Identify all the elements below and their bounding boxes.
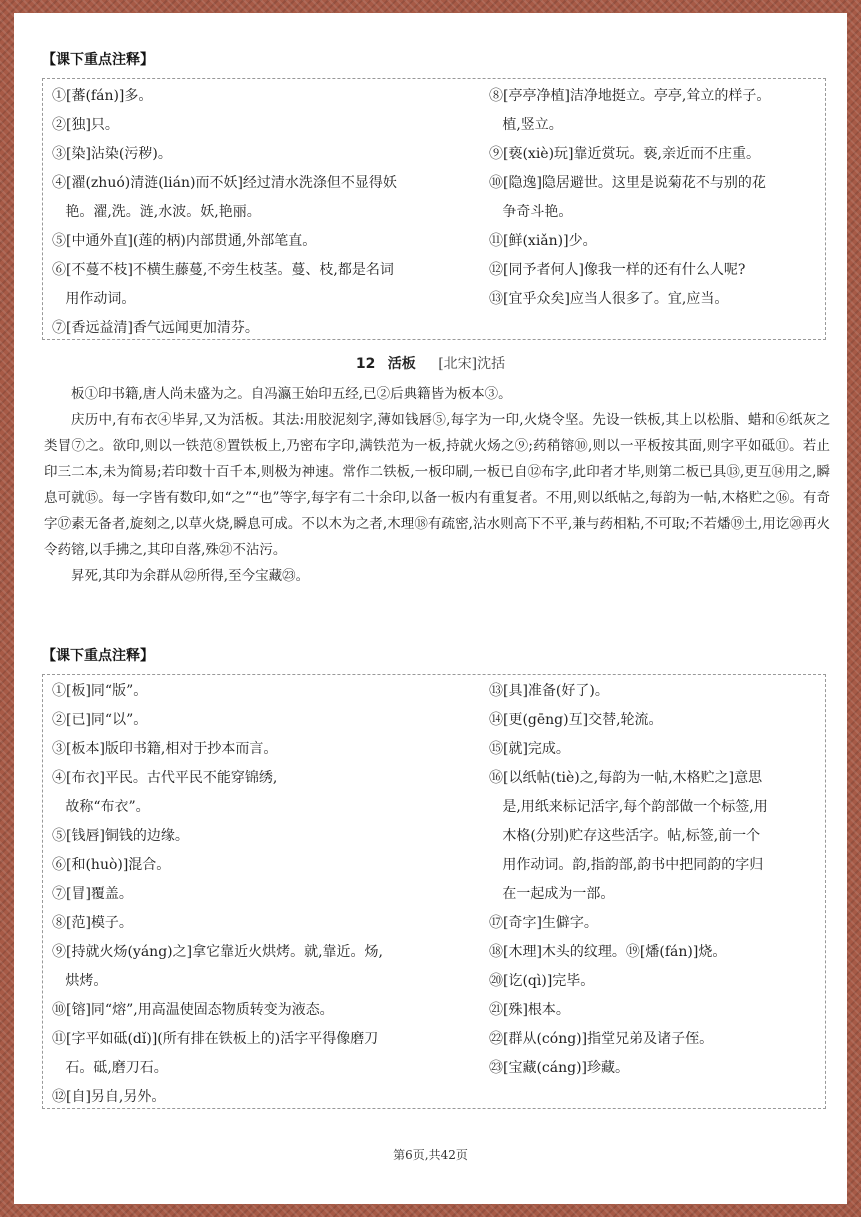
- note-item: ⑫[自]另自,另外。: [52, 1089, 166, 1105]
- note-item: ④[布衣]平民。古代平民不能穿锦绣,: [52, 770, 278, 786]
- article-author: [北宋]沈括: [438, 356, 506, 372]
- note-item: ⑱[木理]木头的纹理。⑲[燔(fán)]烧。: [489, 944, 727, 960]
- note-item: ⑧[范]模子。: [52, 915, 133, 931]
- note-item: ②[独]只。: [52, 117, 119, 133]
- note-item: 用作动词。: [52, 291, 136, 307]
- note-item: ⑩[镕]同“熔”,用高温使固态物质转变为液态。: [52, 1002, 334, 1018]
- note-item: 用作动词。韵,指韵部,韵书中把同韵的字归: [489, 857, 764, 873]
- note-item: ①[板]同“版”。: [52, 683, 148, 699]
- note-item: ⑧[亭亭净植]洁净地挺立。亭亭,耸立的样子。: [489, 88, 771, 104]
- note-item: 故称“布衣”。: [52, 799, 150, 815]
- page-footer: 第6页,共42页: [393, 1148, 468, 1162]
- note-item: ⑥[和(huò)]混合。: [52, 857, 171, 873]
- note-item: ⑯[以纸帖(tiè)之,每韵为一帖,木格贮之]意思: [489, 770, 763, 786]
- note-item: ②[已]同“以”。: [52, 712, 148, 728]
- article-body: [44, 381, 830, 589]
- note-item: 艳。濯,洗。涟,水波。妖,艳丽。: [52, 204, 261, 220]
- note-item: ④[濯(zhuó)清涟(lián)而不妖]经过清水洗涤但不显得妖: [52, 175, 397, 191]
- note-item: ⑦[冒]覆盖。: [52, 886, 133, 902]
- note-item: ⑳[讫(qì)]完毕。: [489, 973, 595, 989]
- notes-box-2: [42, 674, 826, 1109]
- note-item: ⑤[中通外直](莲的柄)内部贯通,外部笔直。: [52, 233, 317, 249]
- note-item: ⑭[更(gēng)互]交替,轮流。: [489, 712, 663, 728]
- article-paragraph: 板①印书籍,唐人尚未盛为之。自冯瀛王始印五经,已②后典籍皆为板本③。: [71, 386, 512, 402]
- note-item: ⑨[亵(xiè)玩]靠近赏玩。亵,亲近而不庄重。: [489, 146, 760, 162]
- note-item: ⑨[持就火炀(yáng)之]拿它靠近火烘烤。就,靠近。炀,: [52, 944, 383, 960]
- article-number: 12: [355, 356, 376, 372]
- note-item: ⑩[隐逸]隐居避世。这里是说菊花不与别的花: [489, 175, 766, 191]
- article-paragraph: 庆历中,有布衣④毕昇,又为活板。其法:用胶泥刻字,薄如钱唇⑤,每字为一印,火烧令坚。先设一铁板,其上以松脂、蜡和⑥纸灰之类冒⑦之。欲印,则以一铁范⑧置铁板上,乃密布字印,满铁范为一板,持就火炀之⑨;药稍镕⑩,则以一平板按其面,则字平如砥⑪。若止印三二本,未为简易;若印数十百千本,则极为神速。常作二铁板,一板印刷,一板已自⑫布字,此印者才毕,则第二板已具⑬,更互⑭用之,瞬息可就⑮。每一字皆有数印,如“之”“也”等字,每字有二十余印,以备一板内有重复者。不用,则以纸帖之,每韵为一帖,木格贮之⑯。有奇字⑰素无备者,旋刻之,以草火烧,瞬息可成。不以木为之者,木理⑱有疏密,沾水则高下不平,兼与药相粘,不可取;不若燔⑲土,用讫⑳再火令药镕,以手拂之,其印自落,殊㉑不沾污。: [44, 412, 830, 558]
- note-item: ⑦[香远益清]香气远闻更加清芬。: [52, 320, 259, 336]
- note-item: ⑮[就]完成。: [489, 741, 570, 757]
- article-paragraph: 昇死,其印为余群从㉒所得,至今宝藏㉓。: [71, 568, 310, 584]
- note-item: ⑥[不蔓不枝]不横生藤蔓,不旁生枝茎。蔓、枝,都是名词: [52, 262, 394, 278]
- article-title: 活板: [387, 356, 416, 372]
- note-item: ③[染]沾染(污秽)。: [52, 146, 172, 162]
- note-item: ⑪[鲜(xiǎn)]少。: [489, 233, 597, 249]
- article-title-row: [14, 353, 847, 375]
- notes-heading-1: 【课下重点注释】: [42, 52, 154, 68]
- note-item: ⑫[同予者何人]像我一样的还有什么人呢?: [489, 262, 746, 278]
- note-item: 木格(分别)贮存这些活字。帖,标签,前一个: [489, 828, 761, 844]
- note-item: 争奇斗艳。: [489, 204, 573, 220]
- note-item: 石。砥,磨刀石。: [52, 1060, 168, 1076]
- note-item: ⑰[奇字]生僻字。: [489, 915, 598, 931]
- note-item: ㉑[殊]根本。: [489, 1002, 570, 1018]
- notes-box-1: [42, 78, 826, 340]
- note-item: ⑬[宜乎众矣]应当人很多了。宜,应当。: [489, 291, 729, 307]
- note-item: ㉒[群从(cóng)]指堂兄弟及诸子侄。: [489, 1031, 714, 1047]
- note-item: ⑤[钱唇]铜钱的边缘。: [52, 828, 189, 844]
- note-item: 在一起成为一部。: [489, 886, 615, 902]
- note-item: ⑬[具]准备(好了)。: [489, 683, 609, 699]
- document-page: [14, 13, 847, 1204]
- note-item: ⑪[字平如砥(dǐ)](所有排在铁板上的)活字平得像磨刀: [52, 1031, 379, 1047]
- note-item: 植,竖立。: [489, 117, 563, 133]
- note-item: 烘烤。: [52, 973, 108, 989]
- note-item: 是,用纸来标记活字,每个韵部做一个标签,用: [489, 799, 768, 815]
- note-item: ①[蕃(fán)]多。: [52, 88, 153, 104]
- note-item: ③[板本]版印书籍,相对于抄本而言。: [52, 741, 278, 757]
- notes-heading-2: 【课下重点注释】: [42, 648, 154, 664]
- note-item: ㉓[宝藏(cáng)]珍藏。: [489, 1060, 630, 1076]
